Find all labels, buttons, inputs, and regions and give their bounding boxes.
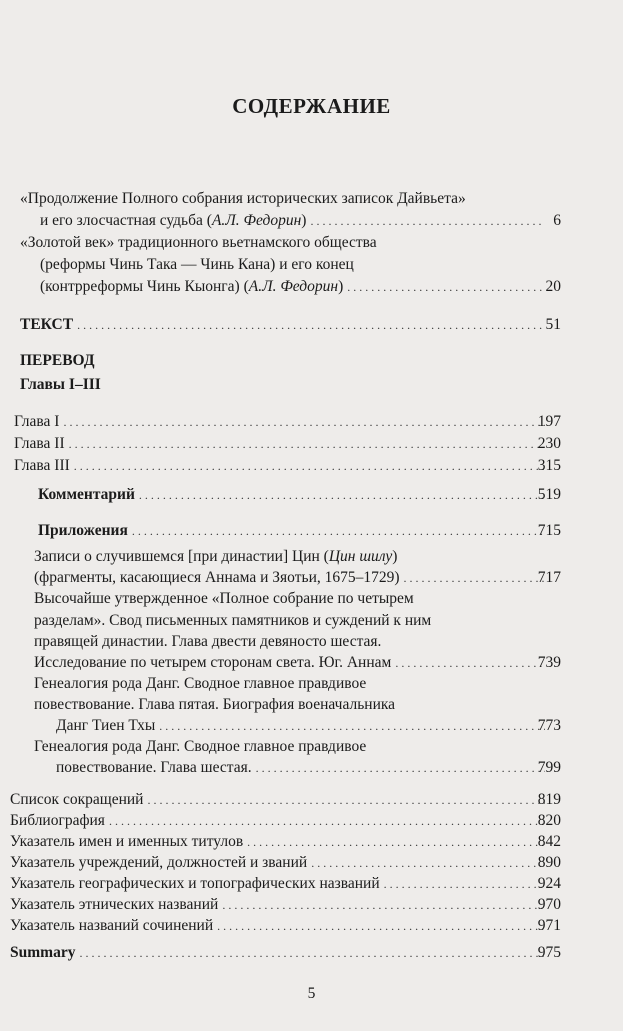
toc-entry-text: Указатель этнических названий [10, 896, 219, 913]
toc-entry-text: (реформы Чинь Така — Чинь Кана) и его конец [40, 256, 354, 273]
toc-entry-text: Генеалогия рода Данг. Сводное главное правдивое [34, 738, 367, 755]
section-label: Приложения [38, 522, 128, 539]
toc-entry-text: повествование. Глава пятая. Биография военачальника [34, 696, 396, 713]
leader-dots [311, 852, 545, 874]
leader-dots [132, 520, 545, 542]
toc-entry-author: А.Л. Федорин [211, 212, 302, 229]
leader-dots [310, 210, 545, 232]
toc-entry-text: разделам». Свод письменных памятников и суждений к ним [34, 612, 432, 629]
leader-dots [74, 455, 545, 477]
section-label: ТЕКСТ [20, 316, 74, 333]
toc-entry-text: Глава I [14, 413, 60, 430]
leader-dots [109, 810, 545, 832]
section-label: Summary [10, 944, 76, 961]
toc-page-number: 6 [553, 212, 561, 229]
toc-page-number: 820 [537, 812, 561, 829]
leader-dots [384, 873, 545, 895]
toc-entry-text: «Золотой век» традиционного вьетнамского общества [20, 234, 377, 251]
leader-dots [247, 831, 545, 853]
leader-dots [77, 314, 545, 336]
toc-page-number: 197 [537, 413, 561, 430]
toc-page-number: 717 [537, 569, 561, 586]
leader-dots [395, 652, 545, 674]
toc-entry-text: Указатель географических и топографических названий [10, 875, 380, 892]
toc-entry-text: Указатель имен и именных титулов [10, 833, 244, 850]
toc-page-number: 924 [537, 875, 561, 892]
toc-entry-text: Указатель учреждений, должностей и званий [10, 854, 308, 871]
toc-page-number: 971 [537, 917, 561, 934]
toc-page-number: 890 [537, 854, 561, 871]
toc-page-number: 970 [537, 896, 561, 913]
leader-dots [79, 942, 545, 964]
toc-page-number: 315 [537, 457, 561, 474]
page-folio-number: 5 [307, 985, 316, 1002]
toc-page-number: 799 [537, 759, 561, 776]
section-label: Комментарий [38, 486, 135, 503]
toc-entry-text: Записи о случившемся [при династии] Цин ( [34, 548, 329, 565]
leader-dots [69, 433, 545, 455]
leader-dots [217, 915, 545, 937]
leader-dots [222, 894, 545, 916]
toc-page-number: 51 [545, 316, 561, 333]
toc-entry-text: Исследование по четырем сторонам света. Юг. Аннам [34, 654, 392, 671]
toc-page-number: 20 [545, 278, 561, 295]
toc-entry-author: А.Л. Федорин [248, 278, 339, 295]
toc-entry-text: Данг Тиен Тхы [56, 717, 156, 734]
toc-page-number: 519 [537, 486, 561, 503]
toc-entry-text: Библиография [10, 812, 105, 829]
toc-entry-text: правящей династии. Глава двести девяносто шестая. [34, 633, 382, 650]
toc-entry-text: Глава II [14, 435, 65, 452]
toc-entry-text: Указатель названий сочинений [10, 917, 214, 934]
toc-page-number: 819 [537, 791, 561, 808]
leader-dots [159, 715, 545, 737]
leader-dots [147, 789, 545, 811]
toc-page-number: 715 [537, 522, 561, 539]
toc-page-number: 975 [537, 944, 561, 961]
toc-entry-text: Глава III [14, 457, 70, 474]
toc-page-number: 842 [537, 833, 561, 850]
page-title: СОДЕРЖАНИЕ [232, 94, 391, 118]
toc-page-number: 739 [537, 654, 561, 671]
toc-entry-text: Генеалогия рода Данг. Сводное главное правдивое [34, 675, 367, 692]
book-page: СОДЕРЖАНИЕ «Продолжение Полного собрания исторических записок Дайвьета» и его злосчастная судьба (А.Л. Федорин) . . . 6 «Золотой век» традиционного вьетнамского общества (реформы Чинь Така — Чинь Кана) и его конец (контрреформы Чинь Кыонга) (А.Л. Федорин) . . . 20 ТЕКСТ . . . 51 ПЕРЕВОД Главы I–III Глава I . . . 197 Глава II . . . 230 Глава III . . . 315 Комментарий . . . 519 Приложения . . . 715 Записи о случившемся [при династии] Цин (Цин шилу) (фрагменты, касающиеся Аннама и Зяотьи, 1675–1729) . . . 717 Высочайше утвержденное «Полное собрание по четырем разделам». Свод письменных памятников и суждений к ним правящей династии. Глава двести девяносто шестая. Исследование по четырем сторонам света. Юг. Аннам . . . 739 Генеалогия рода Данг. Сводное главное правдивое повествование. Глава пятая. Биография военачальника Данг Тиен Тхы . . . 773 Генеалогия рода Данг. Сводное главное правдивое повествование. Глава шестая. . . . 799 Список сокращений . . . 819 Библиография . . . 820 Указатель имен и именных титулов . . . 842 Указатель учреждений, должностей и званий . . . 890 Указатель географических и топографических названий . . . 924 Указатель этнических названий . . . 970 Указатель названий сочинений . . . 971 Summary . . . 975 5 [0, 0, 623, 1031]
toc-entry-text: «Продолжение Полного собрания исторических записок Дайвьета» [20, 190, 466, 207]
leader-dots [347, 276, 545, 298]
toc-entry-text: (контрреформы Чинь Кыонга) ( [40, 278, 249, 295]
toc-page-number: 230 [537, 435, 561, 452]
toc-entry-text: Высочайше утвержденное «Полное собрание по четырем [34, 590, 414, 607]
leader-dots [404, 567, 545, 589]
toc-entry-text: и его злосчастная судьба ( [40, 212, 212, 229]
leader-dots [256, 757, 545, 779]
leader-dots [139, 484, 545, 506]
toc-entry-text: (фрагменты, касающиеся Аннама и Зяотьи, 1675–1729) [34, 569, 400, 586]
leader-dots [63, 411, 545, 433]
toc-page-number: 773 [537, 717, 561, 734]
toc-entry-text: Список сокращений [10, 791, 144, 808]
section-subheading-chapters: Главы I–III [20, 376, 101, 393]
toc-entry-text: повествование. Глава шестая. [56, 759, 252, 776]
section-heading-translation: ПЕРЕВОД [20, 352, 95, 369]
